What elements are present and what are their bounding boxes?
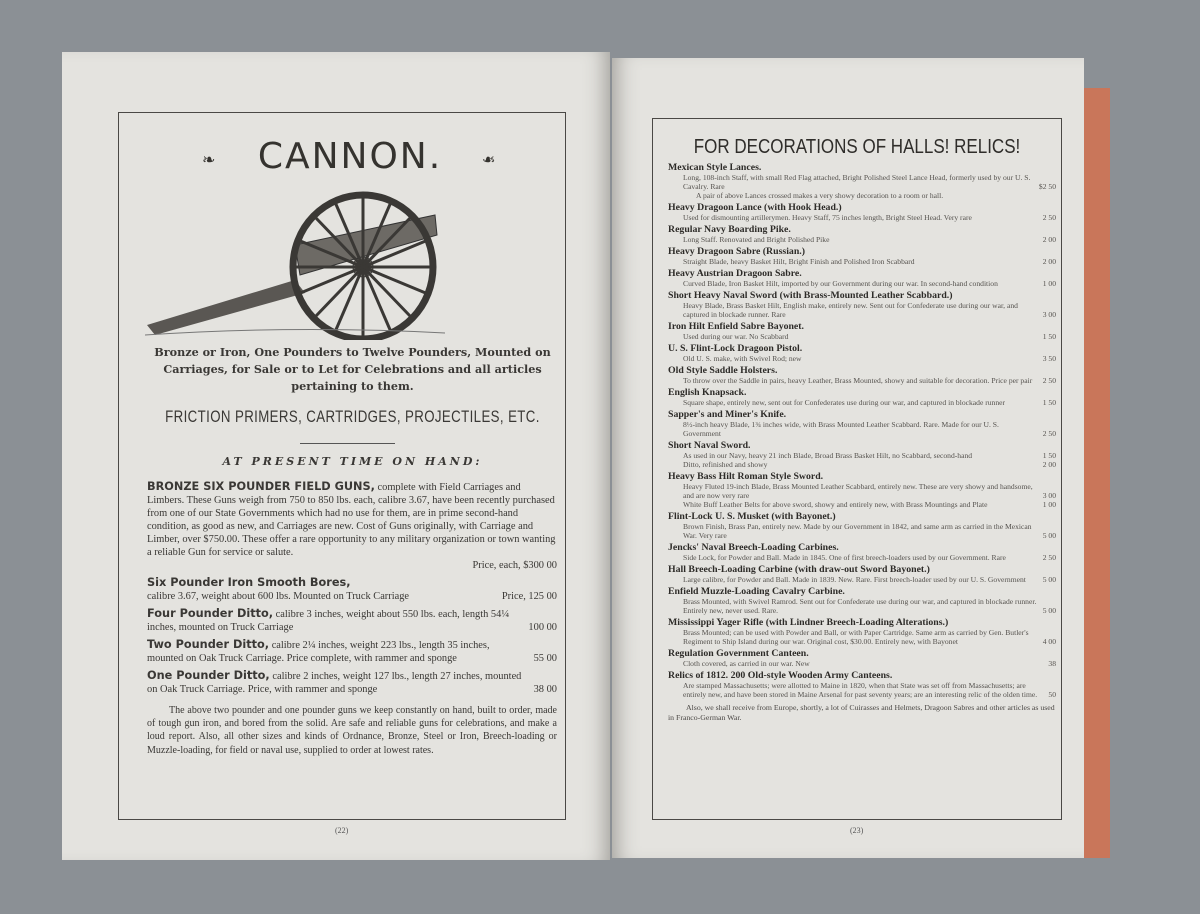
item-title: English Knapsack. [668, 387, 747, 398]
item-price: 2 00 [1042, 257, 1056, 266]
item-title: Relics of 1812. 200 Old-style Wooden Army Canteens. [668, 670, 893, 681]
item-price: 50 [1048, 690, 1056, 699]
item-title: Mexican Style Lances. [668, 162, 762, 173]
item-description: Curved Blade, Iron Basket Hilt, imported by our Government during our war. In second-hand condition [683, 279, 998, 288]
item-description: Brown Finish, Brass Pan, entirely new. Made by our Government in 1842, and same arm as carried in the Mexican War. Very rare [683, 522, 1032, 540]
list-item [668, 290, 1056, 319]
page-number: (22) [335, 826, 349, 835]
item-description: Side Lock, for Powder and Ball. Made in 1845. One of first breech-loaders used by our Government. Rare [683, 553, 1006, 562]
cannon-illustration-icon [145, 175, 445, 340]
item-name: Six Pounder Iron Smooth Bores, [147, 576, 351, 589]
cannon-description: Bronze or Iron, One Pounders to Twelve Pounders, Mounted on Carriages, for Sale or to Let for Celebrations and all articles pertaining to them. [154, 345, 551, 393]
list-item [668, 387, 1056, 407]
cannon-list [147, 480, 557, 757]
flourish-left-icon: ❧ [202, 152, 216, 169]
item-name: BRONZE SIX POUNDER FIELD GUNS, [147, 480, 375, 493]
item-description: As used in our Navy, heavy 21 inch Blade, Broad Brass Basket Hilt, no Scabbard, second-hand [683, 451, 973, 460]
list-item [668, 542, 1056, 562]
list-item [147, 480, 557, 572]
item-name: Two Pounder Ditto, [147, 638, 270, 651]
list-item [668, 511, 1056, 540]
item-price: 1 50 [1042, 332, 1056, 341]
item-title: Heavy Bass Hilt Roman Style Sword. [668, 471, 824, 482]
item-price: 38 00 [533, 684, 557, 695]
page-title: FOR DECORATIONS OF HALLS! RELICS! [693, 136, 1021, 158]
item-title: U. S. Flint-Lock Dragoon Pistol. [668, 343, 803, 354]
item-description: Are stamped Massachusetts; were allotted to Maine in 1820, when that State was set off from Massachusetts; are entirely new, and have been stored in Maine Arsenal for past seventy years; are an interesting relic of the olden time. [683, 681, 1038, 699]
item-price: 4 00 [1042, 637, 1056, 646]
item-price: 2 50 [1042, 553, 1056, 562]
flourish-right-icon: ❧ [482, 152, 496, 169]
list-item [147, 638, 557, 665]
item-price: 5 00 [1042, 531, 1056, 540]
divider [300, 443, 395, 444]
item-description: Large calibre, for Powder and Ball. Made in 1839. New. Rare. First breech-loader used by our U. S. Government [683, 575, 1026, 584]
item-description: Brass Mounted, with Swivel Ramrod. Sent out for Confederate use during our war, and captured in blockade runner. Entirely new, never used. Rare. [683, 597, 1037, 615]
item-title: Heavy Dragoon Lance (with Hook Head.) [668, 202, 842, 213]
item-description: Heavy Blade, Brass Basket Hilt, English make, entirely new. Sent out for Confederate use during our war, and captured in blockade runner. Rare [683, 301, 1018, 319]
item-price: 2 00 [1042, 460, 1056, 469]
item-price: 2 00 [1042, 235, 1056, 244]
item-description: To throw over the Saddle in pairs, heavy Leather, Brass Mounted, showy and suitable for decoration. Price per pair [683, 376, 1033, 385]
item-price: 1 50 [1042, 451, 1056, 460]
item-price: 1 00 [1042, 279, 1056, 288]
item-title: Short Heavy Naval Sword (with Brass-Mounted Leather Scabbard.) [668, 290, 953, 301]
item-title: Heavy Dragoon Sabre (Russian.) [668, 246, 805, 257]
item-title: Jencks' Naval Breech-Loading Carbines. [668, 542, 839, 553]
list-item [668, 670, 1056, 699]
list-item [668, 343, 1056, 363]
item-price: $2 50 [1038, 182, 1056, 191]
list-item [668, 471, 1056, 509]
list-item [668, 586, 1056, 615]
item-description: Old U. S. make, with Swivel Rod; new [683, 354, 802, 363]
list-item [668, 564, 1056, 584]
item-title: Hall Breech-Loading Carbine (with draw-out Sword Bayonet.) [668, 564, 930, 575]
item-price: 55 00 [533, 653, 557, 664]
item-name: One Pounder Ditto, [147, 669, 270, 682]
list-item [668, 365, 1056, 385]
list-item [668, 617, 1056, 646]
item-description: Straight Blade, heavy Basket Hilt, Bright Finish and Polished Iron Scabbard [683, 257, 915, 266]
item-description: calibre 2¼ inches, weight 223 lbs., length 35 inches, mounted on Oak Truck Carriage. Price complete, with rammer and sponge [147, 640, 490, 664]
item-price: 2 50 [1042, 376, 1056, 385]
item-description: calibre 2 inches, weight 127 lbs., length 27 inches, mounted on Oak Truck Carriage. Price, with rammer and sponge [147, 671, 522, 695]
item-title: Enfield Muzzle-Loading Cavalry Carbine. [668, 586, 845, 597]
item-price: 100 00 [528, 622, 557, 633]
item-price: 3 00 [1042, 310, 1056, 319]
list-item [147, 576, 557, 603]
item-title: Sapper's and Miner's Knife. [668, 409, 787, 420]
item-description: complete with Field Carriages and Limbers. These Guns weigh from 750 to 850 lbs. each, calibre 3.67, have been recently purchased from one of our State Governments which had no use for them, are in prime second-hand condition, as good as new, and Carriages are new. Cost of Guns originally, with Carriage and Limber, over $750.00. These offer a rare opportunity to any military organization or town wanting a reliable Gun for service or salute. [147, 482, 556, 558]
item-description: Used during our war. No Scabbard [683, 332, 789, 341]
list-item [668, 321, 1056, 341]
item-description: Ditto, refinished and showy [683, 460, 768, 469]
item-price: 5 00 [1042, 575, 1056, 584]
item-name: Four Pounder Ditto, [147, 607, 274, 620]
page-title: CANNON. [257, 136, 443, 177]
item-price: 38 [1048, 659, 1056, 668]
item-price: 2 50 [1042, 429, 1056, 438]
item-title: Flint-Lock U. S. Musket (with Bayonet.) [668, 511, 836, 522]
list-item [668, 409, 1056, 438]
note-paragraph: Also, we shall receive from Europe, shortly, a lot of Cuirasses and Helmets, Dragoon Sabres and other articles as used in Franco-German War. [668, 703, 1055, 722]
item-title: Regulation Government Canteen. [668, 648, 809, 659]
list-item [147, 607, 557, 634]
page-number: (23) [850, 826, 864, 835]
on-hand-heading: AT PRESENT TIME ON HAND: [222, 455, 483, 468]
list-item [668, 246, 1056, 266]
book-cover-edge [1080, 88, 1110, 858]
list-item [668, 440, 1056, 469]
list-item [668, 268, 1056, 288]
item-price: 1 00 [1042, 500, 1056, 509]
relics-list [668, 162, 1056, 723]
item-title: Heavy Austrian Dragoon Sabre. [668, 268, 802, 279]
note-paragraph: The above two pounder and one pounder guns we keep constantly on hand, built to order, made of tough gun iron, and bored from the solid. Are safe and reliable guns for celebrations, and make a loud report. Also, all other sizes and kinds of Ordnance, Bronze, Steel or Iron, Breech-loading or Muzzle-loading, for field or naval use, supplied to order at lowest rates. [147, 705, 557, 756]
item-description: Cloth covered, as carried in our war. New [683, 659, 810, 668]
item-title: Regular Navy Boarding Pike. [668, 224, 791, 235]
item-description: Heavy Fluted 19-inch Blade, Brass Mounted Leather Scabbard, entirely new. These are very showy and handsome, and are now very rare [683, 482, 1033, 500]
item-description: Square shape, entirely new, sent out for Confederates use during our war, and captured in blockade runner [683, 398, 1006, 407]
item-price: 1 50 [1042, 398, 1056, 407]
list-item [668, 202, 1056, 222]
item-description: Long Staff. Renovated and Bright Polished Pike [683, 235, 830, 244]
friction-heading: FRICTION PRIMERS, CARTRIDGES, PROJECTILES, ETC. [165, 407, 540, 426]
item-price: Price, 125 00 [501, 591, 557, 602]
item-title: Mississippi Yager Rifle (with Lindner Breech-Loading Alterations.) [668, 617, 949, 628]
list-item [668, 162, 1056, 200]
item-description: Used for dismounting artillerymen. Heavy Staff, 75 inches length, Bright Steel Head. Very rare [683, 213, 972, 222]
item-price: Price, each, $300 00 [472, 560, 557, 571]
list-item [668, 648, 1056, 668]
item-price: 3 00 [1042, 491, 1056, 500]
item-title: Short Naval Sword. [668, 440, 751, 451]
item-description: White Buff Leather Belts for above sword, showy and entirely new, with Brass Mountings and Plate [683, 500, 988, 509]
list-item [147, 669, 557, 696]
item-price: 2 50 [1042, 213, 1056, 222]
item-price: 3 50 [1042, 354, 1056, 363]
list-item [668, 224, 1056, 244]
item-title: Iron Hilt Enfield Sabre Bayonet. [668, 321, 804, 332]
item-description: calibre 3.67, weight about 600 lbs. Mounted on Truck Carriage [147, 591, 410, 602]
item-price: 5 00 [1042, 606, 1056, 615]
item-title: Old Style Saddle Holsters. [668, 365, 778, 376]
item-description: Long, 108-inch Staff, with small Red Flag attached, Bright Polished Steel Lance Head, formerly used by our U. S. Cavalry. Rare [683, 173, 1031, 191]
item-description: 8½-inch heavy Blade, 1¾ inches wide, with Brass Mounted Leather Scabbard. Rare. Made for our U. S. Government [683, 420, 999, 438]
item-note: A pair of above Lances crossed makes a very showy decoration to a room or hall. [696, 191, 944, 200]
item-description: calibre 3 inches, weight about 550 lbs. each, length 54¼ inches, mounted on Truck Carriage [147, 609, 510, 633]
item-description: Brass Mounted; can be used with Powder and Ball, or with Paper Cartridge. Same arm as carried by Gen. Butler's Regiment to Ship Island during our war. Original cost, $30.00. Entirely new, with Bayonet [683, 628, 1029, 646]
